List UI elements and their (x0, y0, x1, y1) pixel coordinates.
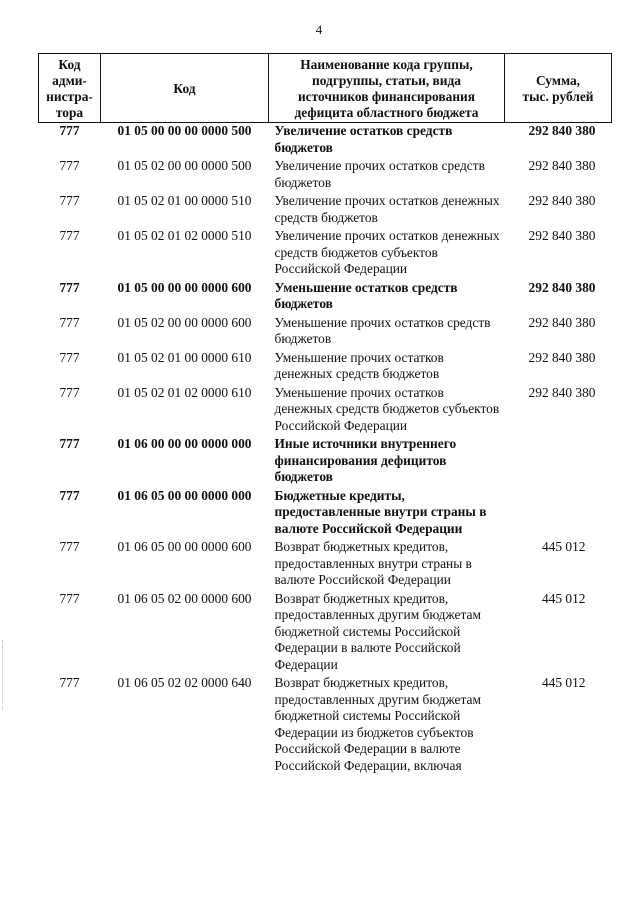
sum-cell (505, 488, 612, 540)
sum-cell: 292 840 380 (528, 123, 596, 138)
name-cell: Возврат бюджетных кредитов, предоставленных внутри страны в валюте Российской Федерации (274, 539, 472, 587)
table-row (39, 193, 612, 228)
name-cell: Бюджетные кредиты, предоставленные внутри страны в валюте Российской Федерации (274, 487, 487, 536)
table-row (39, 350, 612, 385)
sum-cell: 292 840 380 (528, 228, 596, 243)
admin-code-cell: 777 (59, 158, 80, 173)
table-row (39, 315, 612, 350)
budget-code-cell: 01 06 00 00 00 0000 000 (117, 436, 252, 451)
header-sum-line: Сумма, (535, 73, 581, 88)
sum-cell: 292 840 380 (528, 384, 596, 400)
admin-code-cell: 777 (59, 590, 80, 606)
budget-code-cell: 01 05 00 00 00 0000 600 (117, 279, 252, 295)
table-row (39, 280, 612, 315)
budget-code-cell: 01 05 02 01 00 0000 510 (117, 193, 252, 208)
table-row (39, 591, 612, 676)
header-name-line: источников финансирования (297, 89, 476, 104)
sum-cell: 292 840 380 (528, 279, 596, 295)
budget-code-cell: 01 05 00 00 00 0000 500 (117, 123, 252, 138)
name-cell: Иные источники внутреннего финансирования дефицитов бюджетов (274, 436, 457, 484)
name-cell: Увеличение прочих остатков средств бюджетов (274, 158, 485, 190)
budget-code-cell: 01 05 02 01 02 0000 610 (117, 384, 252, 400)
scan-margin-marks (2, 640, 5, 710)
budget-code-cell: 01 05 02 01 02 0000 510 (117, 228, 252, 243)
budget-code-cell: 01 05 02 00 00 0000 600 (117, 314, 252, 330)
sources-table (38, 53, 612, 776)
sum-cell: 292 840 380 (528, 158, 596, 173)
budget-code-cell: 01 06 05 02 02 0000 640 (117, 675, 252, 690)
table-row (39, 385, 612, 437)
header-sum (505, 54, 612, 123)
header-name-line: дефицита областного бюджета (294, 105, 479, 120)
admin-code-cell: 777 (59, 487, 80, 503)
sum-cell: 445 012 (541, 590, 586, 606)
name-cell: Уменьшение прочих остатков денежных средств бюджетов субъектов Российской Федерации (274, 384, 500, 433)
header-sum-line: тыс. рублей (522, 89, 594, 104)
budget-code-cell: 01 06 05 02 00 0000 600 (117, 590, 252, 606)
table-row (39, 675, 612, 776)
table-row (39, 123, 612, 159)
header-name-line: подгруппы, статьи, вида (312, 73, 461, 88)
page-number: 4 (315, 22, 323, 37)
admin-code-cell: 777 (59, 539, 80, 554)
header-admin-line: Код (58, 57, 81, 72)
admin-code-cell: 777 (59, 123, 80, 138)
budget-code-cell: 01 06 05 00 00 0000 600 (117, 539, 252, 554)
name-cell: Увеличение остатков средств бюджетов (274, 123, 453, 155)
sum-cell (505, 436, 612, 488)
admin-code-cell: 777 (59, 193, 80, 208)
name-cell: Уменьшение прочих остатков денежных средств бюджетов (274, 349, 444, 381)
budget-code-cell: 01 06 05 00 00 0000 000 (117, 487, 252, 503)
budget-code-cell: 01 05 02 01 00 0000 610 (117, 349, 252, 365)
admin-code-cell: 777 (59, 675, 80, 690)
name-cell: Увеличение прочих остатков денежных средств бюджетов (274, 193, 500, 225)
table-row (39, 436, 612, 488)
header-name (269, 54, 505, 123)
name-cell: Уменьшение остатков средств бюджетов (274, 279, 458, 311)
sum-cell: 292 840 380 (528, 314, 596, 330)
header-admin-line: тора (55, 105, 84, 120)
sum-cell: 292 840 380 (528, 193, 596, 208)
name-cell: Возврат бюджетных кредитов, предоставленных другим бюджетам бюджетной системы Российской Федерации из бюджетов субъектов Российской Федерации в валюте Российской Федерации, включая (274, 675, 481, 773)
table-header-row (39, 54, 612, 123)
table-row (39, 539, 612, 591)
header-code: Код (101, 54, 269, 123)
admin-code-cell: 777 (59, 314, 80, 330)
admin-code-cell: 777 (59, 436, 80, 451)
name-cell: Возврат бюджетных кредитов, предоставленных другим бюджетам бюджетной системы Российской Федерации в валюте Российской Федерации (274, 590, 481, 672)
table-row (39, 228, 612, 280)
name-cell: Увеличение прочих остатков денежных средств бюджетов субъектов Российской Федерации (274, 228, 500, 276)
admin-code-cell: 777 (59, 384, 80, 400)
sum-cell: 445 012 (541, 675, 586, 690)
admin-code-cell: 777 (59, 349, 80, 365)
header-admin (39, 54, 101, 123)
header-name-line: Наименование кода группы, (300, 57, 473, 72)
sum-cell: 445 012 (541, 539, 586, 554)
header-admin-line: нистра- (46, 89, 93, 104)
table-row (39, 488, 612, 540)
budget-code-cell: 01 05 02 00 00 0000 500 (117, 158, 252, 173)
admin-code-cell: 777 (59, 279, 80, 295)
admin-code-cell: 777 (59, 228, 80, 243)
table-row (39, 158, 612, 193)
sum-cell: 292 840 380 (528, 349, 596, 365)
header-admin-line: адми- (52, 73, 87, 88)
name-cell: Уменьшение прочих остатков средств бюджетов (274, 314, 491, 346)
